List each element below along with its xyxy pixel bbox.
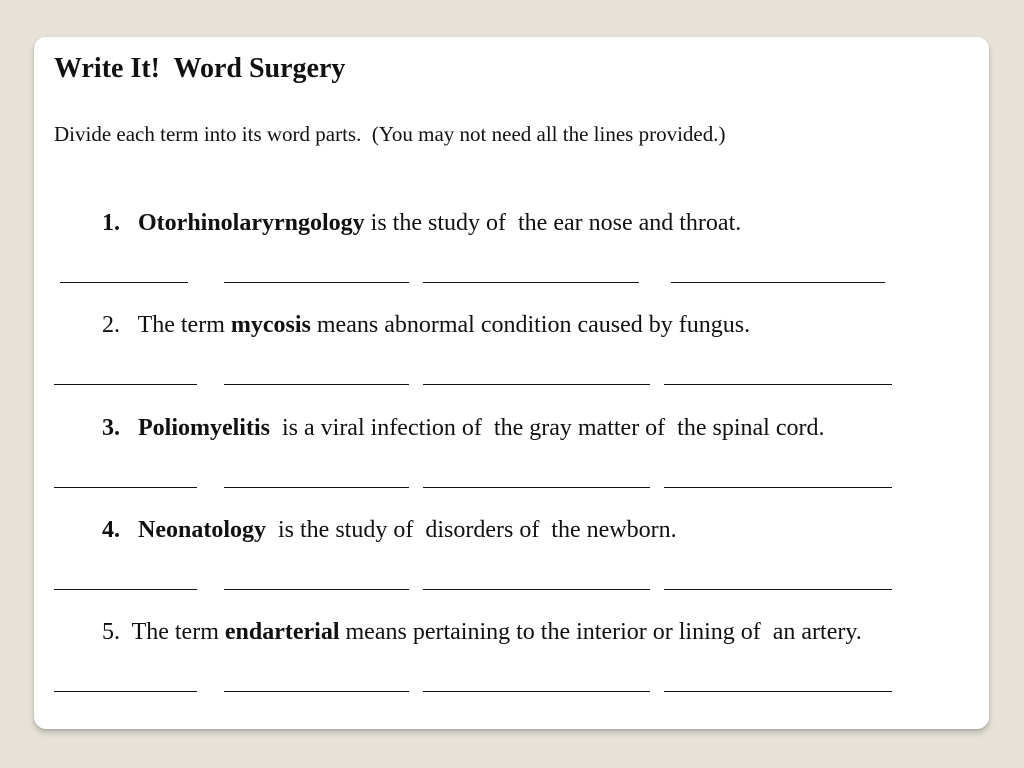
question-prefix: The term	[137, 312, 231, 338]
question-definition: is the study of the ear nose and throat.	[364, 210, 742, 236]
question-4	[54, 490, 677, 571]
question-term: Poliomyelitis	[138, 415, 270, 441]
question-number: 5.	[102, 619, 120, 645]
question-definition: means pertaining to the interior or lining of an artery.	[339, 619, 862, 645]
answer-lines-1	[54, 259, 954, 283]
worksheet-card	[34, 37, 989, 729]
answer-blank[interactable]	[423, 589, 650, 590]
answer-lines-2	[54, 361, 954, 385]
answer-lines-3	[54, 464, 954, 488]
answer-blank[interactable]	[224, 589, 409, 590]
question-prefix: The term	[131, 619, 225, 645]
answer-blank[interactable]	[664, 487, 892, 488]
question-number: 2.	[102, 312, 120, 338]
question-term: endarterial	[224, 619, 340, 645]
answer-blank[interactable]	[423, 487, 650, 488]
answer-blank[interactable]	[664, 691, 892, 692]
question-number: 1.	[102, 210, 120, 236]
answer-blank[interactable]	[60, 282, 188, 283]
answer-blank[interactable]	[224, 691, 409, 692]
answer-blank[interactable]	[664, 589, 892, 590]
question-number: 4.	[102, 517, 120, 543]
question-number: 3.	[102, 415, 120, 441]
answer-lines-4	[54, 566, 954, 590]
question-5	[54, 592, 862, 673]
answer-blank[interactable]	[54, 384, 197, 385]
answer-blank[interactable]	[664, 384, 892, 385]
answer-blank[interactable]	[224, 487, 409, 488]
worksheet-title: Write It! Word Surgery	[54, 53, 346, 84]
question-1	[54, 183, 741, 264]
question-term: Neonatology	[138, 517, 266, 543]
question-3	[54, 388, 824, 469]
answer-blank[interactable]	[423, 282, 639, 283]
answer-lines-5	[54, 668, 954, 692]
answer-blank[interactable]	[54, 691, 197, 692]
question-term: mycosis	[230, 312, 311, 338]
answer-blank[interactable]	[54, 589, 197, 590]
answer-blank[interactable]	[671, 282, 885, 283]
question-term: Otorhinolaryrngology	[138, 210, 365, 236]
worksheet-content	[54, 37, 969, 729]
answer-blank[interactable]	[224, 384, 409, 385]
answer-blank[interactable]	[423, 691, 650, 692]
answer-blank[interactable]	[224, 282, 409, 283]
question-definition: is a viral infection of the gray matter of the spinal cord.	[269, 415, 825, 441]
question-2	[54, 285, 750, 366]
question-definition: means abnormal condition caused by fungus.	[310, 312, 751, 338]
question-definition: is the study of disorders of the newborn.	[266, 517, 677, 543]
answer-blank[interactable]	[54, 487, 197, 488]
instructions-text: Divide each term into its word parts. (You may not need all the lines provided.)	[54, 122, 726, 146]
answer-blank[interactable]	[423, 384, 650, 385]
